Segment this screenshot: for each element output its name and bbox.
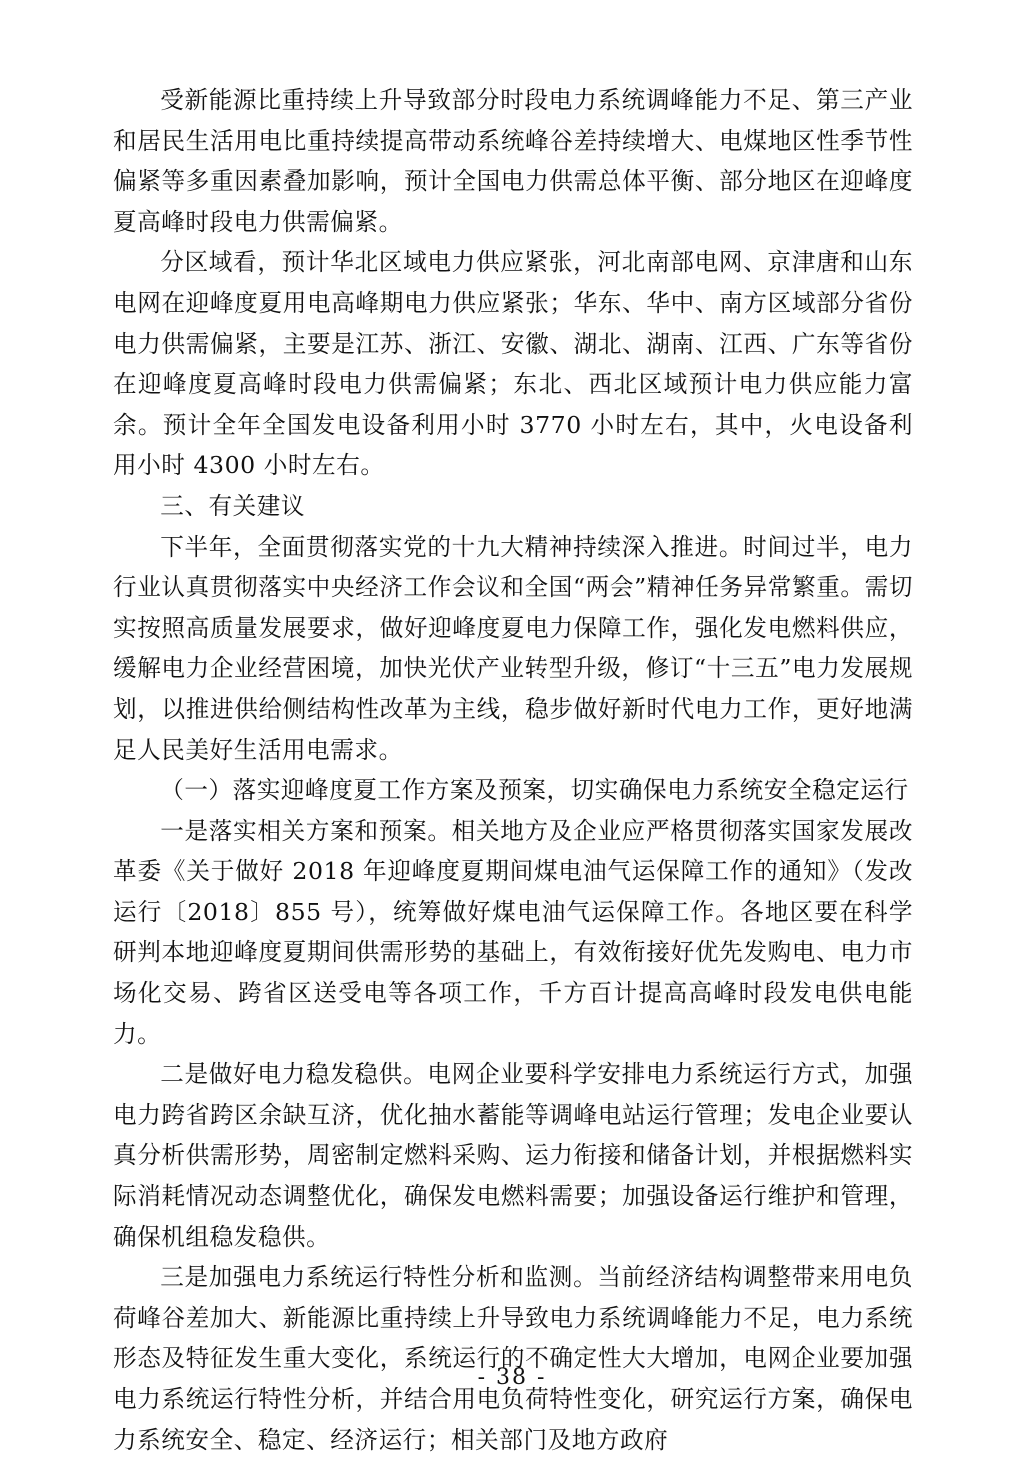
- document-body: [113, 80, 913, 1454]
- paragraph-stable-supply: 二是做好电力稳发稳供。电网企业要科学安排电力系统运行方式，加强电力跨省跨区余缺互济，优化抽水蓄能等调峰电站运行管理；发电企业要认真分析供需形势，周密制定燃料采购、运力衔接和储备计划，并根据燃料实际消耗情况动态调整优化，确保发电燃料需要；加强设备运行维护和管理，确保机组稳发稳供。: [113, 1060, 913, 1251]
- paragraph-implement-plans: 一是落实相关方案和预案。相关地方及企业应严格贯彻落实国家发展改革委《关于做好 2018 年迎峰度夏期间煤电油气运保障工作的通知》（发改运行〔2018〕855 号），统筹做好煤电油气运保障工作。各地区要在科学研判本地迎峰度夏期间供需形势的基础上，有效衔接好优先发购电、电力市场化交易、跨省区送受电等各项工作，千方百计提高高峰时段发电供电能力。: [113, 816, 913, 1048]
- paragraph-regional-outlook: 分区域看，预计华北区域电力供应紧张，河北南部电网、京津唐和山东电网在迎峰度夏用电高峰期电力供应紧张；华东、华中、南方区域部分省份电力供需偏紧，主要是江苏、浙江、安徽、湖北、湖南、江西、广东等省份在迎峰度夏高峰时段电力供需偏紧；东北、西北区域预计电力供应能力富余。预计全年全国发电设备利用小时 3770 小时左右，其中，火电设备利用小时 4300 小时左右。: [113, 248, 913, 480]
- page-number: - 38 -: [477, 1365, 547, 1390]
- section-heading-recommendations: 三、有关建议: [160, 491, 306, 520]
- subheading-peak-summer-plan: （一）落实迎峰度夏工作方案及预案，切实确保电力系统安全稳定运行: [160, 776, 909, 805]
- paragraph-system-analysis: 三是加强电力系统运行特性分析和监测。当前经济结构调整带来用电负荷峰谷差加大、新能源比重持续上升导致电力系统调峰能力不足，电力系统形态及特征发生重大变化，系统运行的不确定性大大增加，电网企业要加强电力系统运行特性分析，并结合用电负荷特性变化，研究运行方案，确保电力系统安全、稳定、经济运行；相关部门及地方政府: [113, 1263, 913, 1454]
- paragraph-supply-demand-outlook: 受新能源比重持续上升导致部分时段电力系统调峰能力不足、第三产业和居民生活用电比重持续提高带动系统峰谷差持续增大、电煤地区性季节性偏紧等多重因素叠加影响，预计全国电力供需总体平衡、部分地区在迎峰度夏高峰时段电力供需偏紧。: [113, 86, 913, 236]
- paragraph-second-half-overview: 下半年，全面贯彻落实党的十九大精神持续深入推进。时间过半，电力行业认真贯彻落实中央经济工作会议和全国“两会”精神任务异常繁重。需切实按照高质量发展要求，做好迎峰度夏电力保障工作，强化发电燃料供应，缓解电力企业经营困境，加快光伏产业转型升级，修订“十三五”电力发展规划，以推进供给侧结构性改革为主线，稳步做好新时代电力工作，更好地满足人民美好生活用电需求。: [113, 532, 913, 764]
